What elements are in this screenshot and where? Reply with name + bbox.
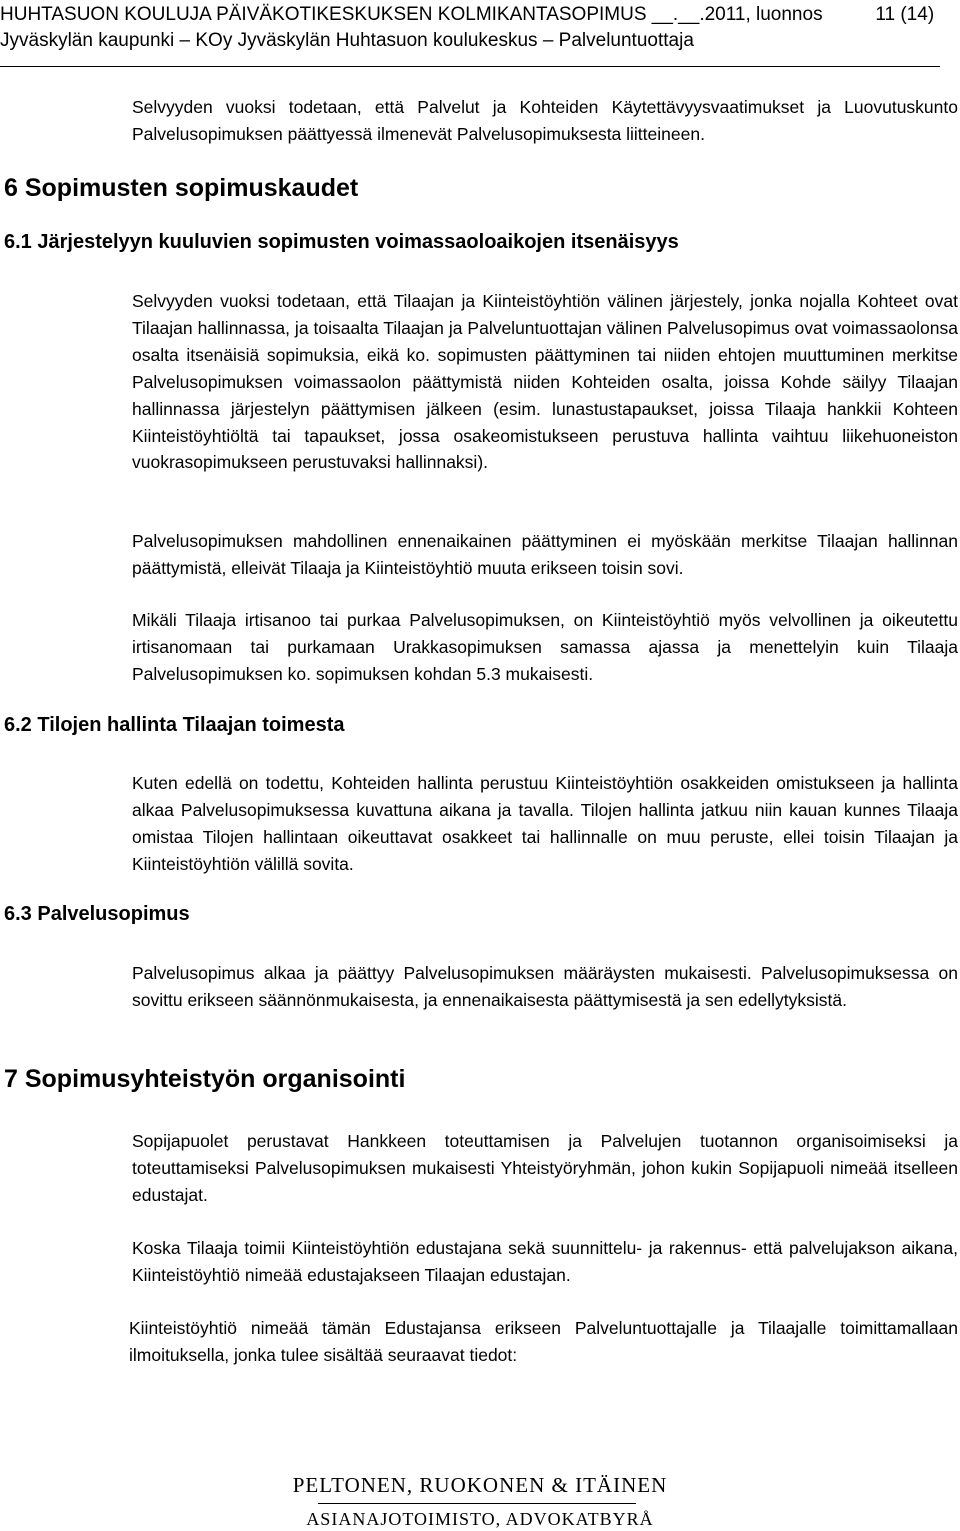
header-title: HUHTASUON KOULUJA PÄIVÄKOTIKESKUKSEN KOLMIKANTASOPIMUS __.__.2011, luonnos 11 (14)	[0, 4, 935, 25]
section-7-paragraph-1: Sopijapuolet perustavat Hankkeen toteuttamisen ja Palvelujen tuotannon organisoimiseksi ja toteuttamiseksi Palvelusopimuksen mukaisesti Yhteistyöryhmän, johon kukin Sopijapuoli nimeää itselleen edustajat.	[132, 1131, 958, 1205]
header-rule	[0, 66, 940, 67]
section-6-1-paragraph-1: Selvyyden vuoksi todetaan, että Tilaajan ja Kiinteistöyhtiön välinen järjestely, jonka nojalla Kohteet ovat Tilaajan hallinnassa, ja toisaalta Tilaajan ja Palveluntuottajan välinen Palvelusopimus ovat voimassaolonsa osalta itsenäisiä sopimuksia, eikä ko. sopimusten päättyminen tai niiden ehtojen muuttuminen merkitse Palvelusopimuksen voimassaolon päättymistä niiden Kohteiden osalta, joissa Kohde säilyy Tilaajan hallinnassa järjestelyn päättymisen jälkeen (esim. lunastustapaukset, joissa Tilaaja hankkii Kohteen Kiinteistöyhtiöltä tai tapaukset, jossa osakeomistukseen perustuva hallinta vaihtuu liikehuoneiston vuokrasopimukseen perustuvaksi hallinnaksi).	[132, 291, 958, 473]
section-6-2-paragraph: Kuten edellä on todettu, Kohteiden hallinta perustuu Kiinteistöyhtiön osakkeiden omistukseen ja hallinta alkaa Palvelusopimuksessa kuvattuna aikana ja tavalla. Tilojen hallinta jatkuu niin kauan kunnes Tilaaja omistaa Tilojen hallintaan oikeuttavat osakkeet tai hallinnalle on muu peruste, ellei toisin Tilaajan ja Kiinteistöyhtiön välillä sovita.	[132, 773, 958, 874]
section-7-paragraph-3: Kiinteistöyhtiö nimeää tämän Edustajansa erikseen Palveluntuottajalle ja Tilaajalle toimittamallaan ilmoituksella, jonka tulee sisältää seuraavat tiedot:	[129, 1318, 958, 1365]
section-6-3-paragraph: Palvelusopimus alkaa ja päättyy Palvelusopimuksen määräysten mukaisesti. Palvelusopimuksessa on sovittu erikseen säännönmukaisesta, ja ennenaikaisesta päättymisestä ja sen edellytyksistä.	[132, 963, 958, 1010]
firm-logo-rule	[318, 1503, 636, 1504]
section-6-1-heading: 6.1 Järjestelyyn kuuluvien sopimusten voimassaoloaikojen itsenäisyys	[4, 231, 679, 253]
intro-paragraph: Selvyyden vuoksi todetaan, että Palvelut ja Kohteiden Käytettävyysvaatimukset ja Luovutuskunto Palvelusopimuksen päättyessä ilmenevät Palvelusopimuksesta liitteineen.	[132, 97, 958, 144]
section-6-2-heading: 6.2 Tilojen hallinta Tilaajan toimesta	[4, 714, 345, 736]
firm-logo-name: PELTONEN, RUOKONEN & ITÄINEN	[292, 1473, 668, 1497]
section-6-heading: 6 Sopimusten sopimuskaudet	[4, 174, 359, 202]
firm-logo-subtitle: ASIANAJOTOIMISTO, ADVOKATBYRÅ	[306, 1509, 654, 1529]
section-7-paragraph-2: Koska Tilaaja toimii Kiinteistöyhtiön edustajana sekä suunnittelu- ja rakennus- että palvelujakson aikana, Kiinteistöyhtiö nimeää edustajakseen Tilaajan edustajan.	[132, 1238, 958, 1285]
section-7-heading: 7 Sopimusyhteistyön organisointi	[4, 1065, 406, 1093]
header-parties: Jyväskylän kaupunki – KOy Jyväskylän Huhtasuon koulukeskus – Palveluntuottaja	[0, 30, 694, 51]
section-6-1-paragraph-2: Palvelusopimuksen mahdollinen ennenaikainen päättyminen ei myöskään merkitse Tilaajan hallinnan päättymistä, elleivät Tilaaja ja Kiinteistöyhtiö muuta erikseen toisin sovi.	[132, 531, 958, 578]
section-6-3-heading: 6.3 Palvelusopimus	[4, 903, 190, 925]
section-6-1-paragraph-3: Mikäli Tilaaja irtisanoo tai purkaa Palvelusopimuksen, on Kiinteistöyhtiö myös velvollinen ja oikeutettu irtisanomaan tai purkamaan Urakkasopimuksen samassa ajassa ja menettelyin kuin Tilaaja Palvelusopimuksen ko. sopimuksen kohdan 5.3 mukaisesti.	[132, 610, 958, 684]
